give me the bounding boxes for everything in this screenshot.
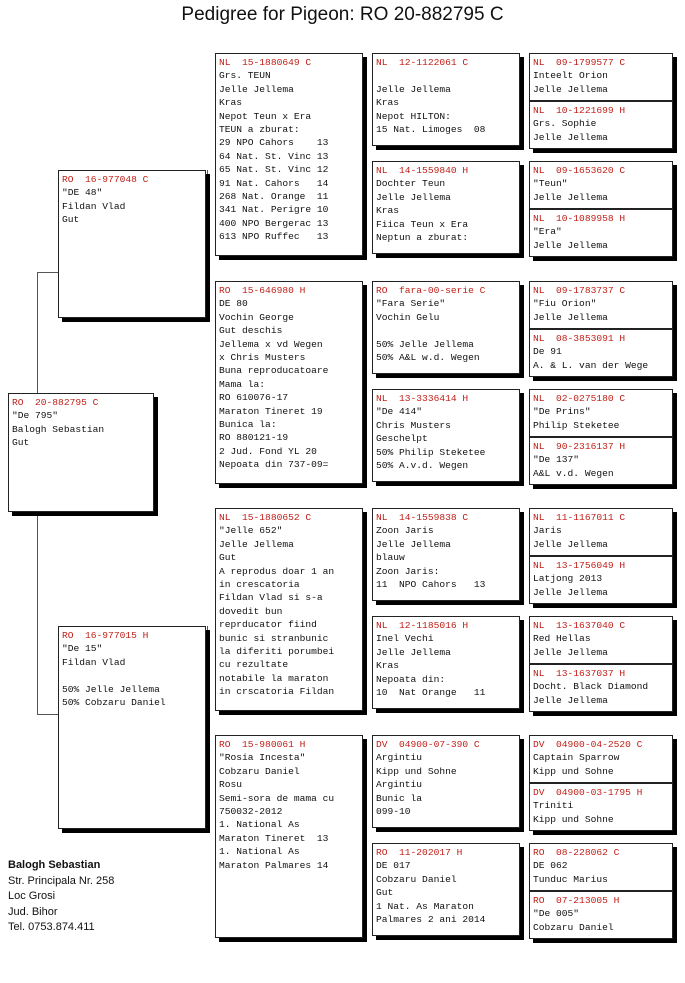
card-line: 1. National As bbox=[219, 819, 300, 831]
card-line: "Rosia Incesta" bbox=[219, 752, 306, 764]
ring-number: NL 14-1559840 H bbox=[376, 165, 469, 176]
card-line: Jelle Jellema bbox=[533, 83, 608, 95]
card-line: Semi-sora de mama cu bbox=[219, 792, 335, 804]
card-line: De 91 bbox=[533, 346, 562, 358]
pedigree-card-gen5 bbox=[529, 389, 673, 437]
pedigree-card-dam-sire bbox=[215, 508, 363, 711]
pedigree-card-gen4 bbox=[372, 735, 520, 828]
connector-line bbox=[37, 512, 38, 714]
pedigree-card-gen5 bbox=[529, 209, 673, 257]
pedigree-card-subject bbox=[8, 393, 154, 512]
card-line: Buna reproducatoare bbox=[219, 365, 329, 377]
pedigree-card-gen4 bbox=[372, 616, 520, 709]
ring-number: DV 04900-04-2520 C bbox=[533, 739, 643, 750]
ring-number: DV 04900-03-1795 H bbox=[533, 787, 643, 798]
ring-number: RO 16-977048 C bbox=[62, 174, 149, 185]
card-line: Tunduc Marius bbox=[533, 873, 608, 885]
card-line: 15 Nat. Limoges 08 bbox=[376, 124, 486, 136]
ring-number: RO 08-228062 C bbox=[533, 847, 620, 858]
card-line: RO 880121-19 bbox=[219, 432, 289, 444]
card-line: Jaris bbox=[533, 525, 562, 537]
ring-number: NL 13-1637040 C bbox=[533, 620, 626, 631]
pedigree-card-sire-sire bbox=[215, 53, 363, 256]
ring-number: NL 15-1880649 C bbox=[219, 57, 312, 68]
ring-number: DV 04900-07-390 C bbox=[376, 739, 480, 750]
pedigree-card-gen5 bbox=[529, 891, 673, 939]
card-line: "De 414" bbox=[376, 406, 423, 418]
card-line: "De 795" bbox=[12, 410, 59, 422]
pedigree-card-gen4 bbox=[372, 281, 520, 374]
ring-number: NL 14-1559838 C bbox=[376, 512, 469, 523]
card-line: Cobzaru Daniel bbox=[533, 921, 614, 933]
pedigree-card-gen5 bbox=[529, 281, 673, 329]
ring-number: NL 12-1185016 H bbox=[376, 620, 469, 631]
pedigree-card-dam bbox=[58, 626, 206, 829]
card-line: A reprodus doar 1 an bbox=[219, 565, 335, 577]
owner-address-line: Loc Grosi bbox=[8, 890, 56, 902]
card-line: Kras bbox=[376, 660, 400, 672]
card-line bbox=[376, 324, 516, 337]
ring-number: NL 13-3336414 H bbox=[376, 393, 469, 404]
card-line: Jelle Jellema bbox=[533, 131, 608, 143]
ring-number: NL 12-1122061 C bbox=[376, 57, 469, 68]
connector-line bbox=[37, 272, 38, 393]
card-line: Jelle Jellema bbox=[533, 646, 608, 658]
card-line: Bunic la bbox=[376, 792, 423, 804]
card-line: 10 Nat Orange 11 bbox=[376, 687, 486, 699]
card-line: "Fara Serie" bbox=[376, 298, 446, 310]
pedigree-card-gen5 bbox=[529, 508, 673, 556]
pedigree-card-sire bbox=[58, 170, 206, 318]
card-line: 50% Cobzaru Daniel bbox=[62, 697, 166, 709]
pedigree-card-gen4 bbox=[372, 53, 520, 146]
card-line: "Era" bbox=[533, 226, 562, 238]
ring-number: RO 15-980061 H bbox=[219, 739, 306, 750]
card-line: notabile la maraton bbox=[219, 672, 329, 684]
card-line: Fiica Teun x Era bbox=[376, 218, 469, 230]
card-line: Zoon Jaris bbox=[376, 525, 434, 537]
pedigree-card-dam-dam bbox=[215, 735, 363, 938]
card-line: Argintiu bbox=[376, 752, 423, 764]
ring-number: NL 10-1089958 H bbox=[533, 213, 626, 224]
owner-address-line: Jud. Bihor bbox=[8, 905, 58, 918]
card-line: reprducator fiind bbox=[219, 619, 317, 631]
connector-line bbox=[37, 714, 58, 715]
card-line: "Teun" bbox=[533, 178, 568, 190]
card-line: 91 Nat. Cahors 14 bbox=[219, 177, 329, 189]
card-line: Jelle Jellema bbox=[533, 586, 608, 598]
card-line: Dochter Teun bbox=[376, 178, 446, 190]
card-line: Triniti bbox=[533, 800, 574, 812]
card-line: Argintiu bbox=[376, 779, 423, 791]
card-line: Maraton Tineret 19 bbox=[219, 405, 323, 417]
card-line: Captain Sparrow bbox=[533, 752, 620, 764]
owner-address-line: Str. Principala Nr. 258 bbox=[8, 874, 115, 887]
pedigree-card-gen4 bbox=[372, 389, 520, 482]
card-line: DE 80 bbox=[219, 298, 248, 310]
card-line: 64 Nat. St. Vinc 13 bbox=[219, 150, 329, 162]
card-line: Fildan Vlad bbox=[62, 656, 126, 668]
card-line: x Chris Musters bbox=[219, 352, 306, 364]
connector-line bbox=[207, 626, 208, 736]
card-line: Latjong 2013 bbox=[533, 573, 603, 585]
card-line: cu rezultate bbox=[219, 659, 289, 671]
ring-number: NL 13-1637037 H bbox=[533, 668, 626, 679]
ring-number: NL 09-1783737 C bbox=[533, 285, 626, 296]
card-line: 65 Nat. St. Vinc 12 bbox=[219, 164, 329, 176]
connector-line bbox=[37, 272, 58, 273]
card-line: 750032-2012 bbox=[219, 806, 283, 818]
card-line: 50% Jelle Jellema bbox=[62, 683, 160, 695]
card-line: "De 137" bbox=[533, 454, 580, 466]
ring-number: RO 07-213005 H bbox=[533, 895, 620, 906]
card-line: Gut bbox=[62, 214, 80, 226]
card-line bbox=[62, 669, 202, 682]
card-line: la diferiti porumbei bbox=[219, 646, 335, 658]
card-line: DE 062 bbox=[533, 860, 568, 872]
card-line: Kipp und Sohne bbox=[376, 765, 457, 777]
card-line: Kras bbox=[376, 205, 400, 217]
ring-number: RO 11-202017 H bbox=[376, 847, 463, 858]
card-line: Philip Steketee bbox=[533, 419, 620, 431]
pedigree-card-gen5 bbox=[529, 53, 673, 101]
card-line: Docht. Black Diamond bbox=[533, 681, 649, 693]
card-line: RO 610076-17 bbox=[219, 392, 289, 404]
pedigree-card-gen5 bbox=[529, 329, 673, 377]
card-line: Jelle Jellema bbox=[219, 83, 294, 95]
card-line: Red Hellas bbox=[533, 633, 591, 645]
card-line: 50% Jelle Jellema bbox=[376, 338, 474, 350]
ring-number: NL 10-1221699 H bbox=[533, 105, 626, 116]
card-line: Mama la: bbox=[219, 378, 266, 390]
card-line: Nepoata din: bbox=[376, 673, 446, 685]
card-line: Inteelt Orion bbox=[533, 70, 608, 82]
card-line: Jelle Jellema bbox=[376, 538, 451, 550]
card-line: Jelle Jellema bbox=[533, 538, 608, 550]
card-line: 11 NPO Cahors 13 bbox=[376, 579, 486, 591]
card-line: Nepoata din 737-09= bbox=[219, 459, 329, 471]
pedigree-card-gen5 bbox=[529, 101, 673, 149]
ring-number: NL 13-1756049 H bbox=[533, 560, 626, 571]
ring-number: NL 15-1880652 C bbox=[219, 512, 312, 523]
ring-number: NL 08-3853091 H bbox=[533, 333, 626, 344]
pedigree-card-gen4 bbox=[372, 508, 520, 601]
card-line: Jelle Jellema bbox=[376, 83, 451, 95]
card-line: Nepot HILTON: bbox=[376, 110, 451, 122]
card-line: bunic si stranbunic bbox=[219, 632, 329, 644]
card-line: A&L v.d. Wegen bbox=[533, 467, 614, 479]
ring-number: NL 09-1653620 C bbox=[533, 165, 626, 176]
ring-number: RO 20-882795 C bbox=[12, 397, 99, 408]
card-line: 2 Jud. Fond YL 20 bbox=[219, 445, 317, 457]
card-line: Fildan Vlad si s-a bbox=[219, 592, 323, 604]
card-line: 1. National As bbox=[219, 846, 300, 858]
ring-number: RO 15-646980 H bbox=[219, 285, 306, 296]
card-line: Palmares 2 ani 2014 bbox=[376, 914, 486, 926]
card-line: Zoon Jaris: bbox=[376, 565, 440, 577]
card-line: Jellema x vd Wegen bbox=[219, 338, 323, 350]
card-line: Neptun a zburat: bbox=[376, 232, 469, 244]
pedigree-card-gen5 bbox=[529, 556, 673, 604]
card-line: "Fiu Orion" bbox=[533, 298, 597, 310]
card-line: "De 005" bbox=[533, 908, 580, 920]
pedigree-card-sire-dam bbox=[215, 281, 363, 484]
card-line: Chris Musters bbox=[376, 419, 451, 431]
ring-number: RO 16-977015 H bbox=[62, 630, 149, 641]
card-line: "De 15" bbox=[62, 643, 103, 655]
card-line: blauw bbox=[376, 552, 405, 564]
ring-number: NL 11-1167011 C bbox=[533, 512, 626, 523]
pedigree-card-gen5 bbox=[529, 735, 673, 783]
card-line: 341 Nat. Perigre 10 bbox=[219, 204, 329, 216]
card-line: Jelle Jellema bbox=[533, 694, 608, 706]
pedigree-card-gen5 bbox=[529, 664, 673, 712]
card-line: Grs. Sophie bbox=[533, 118, 597, 130]
card-line: in crescatoria bbox=[219, 579, 300, 591]
card-line: Jelle Jellema bbox=[376, 191, 451, 203]
card-line: Gut bbox=[219, 552, 237, 564]
page-title: Pedigree for Pigeon: RO 20-882795 C bbox=[181, 4, 504, 25]
card-line: Cobzaru Daniel bbox=[376, 873, 457, 885]
card-line bbox=[376, 69, 516, 82]
card-line: 50% A.v.d. Wegen bbox=[376, 460, 469, 472]
ring-number: RO fara-00-serie C bbox=[376, 285, 486, 296]
card-line: Geschelpt bbox=[376, 433, 428, 445]
card-line: Bunica la: bbox=[219, 419, 277, 431]
pedigree-card-gen5 bbox=[529, 437, 673, 485]
card-line: "Jelle 652" bbox=[219, 525, 283, 537]
card-line: Jelle Jellema bbox=[533, 311, 608, 323]
card-line: Gut bbox=[376, 887, 394, 899]
card-line: DE 017 bbox=[376, 860, 411, 872]
card-line: Gut deschis bbox=[219, 325, 283, 337]
card-line: TEUN a zburat: bbox=[219, 124, 300, 136]
card-line: Maraton Tineret 13 bbox=[219, 832, 329, 844]
card-line: 1 Nat. As Maraton bbox=[376, 900, 474, 912]
card-line: 613 NPO Ruffec 13 bbox=[219, 231, 329, 243]
card-line: Fildan Vlad bbox=[62, 200, 126, 212]
card-line: Nepot Teun x Era bbox=[219, 110, 312, 122]
pedigree-card-gen5 bbox=[529, 161, 673, 209]
ring-number: NL 09-1799577 C bbox=[533, 57, 626, 68]
card-line: 29 NPO Cahors 13 bbox=[219, 137, 329, 149]
card-line: 400 NPO Bergerac 13 bbox=[219, 217, 329, 229]
card-line: A. & L. van der Wege bbox=[533, 359, 649, 371]
card-line: Kras bbox=[219, 97, 243, 109]
ring-number: NL 90-2316137 H bbox=[533, 441, 626, 452]
card-line: Kipp und Sohne bbox=[533, 765, 614, 777]
card-line: Gut bbox=[12, 437, 30, 449]
pedigree-card-gen4 bbox=[372, 843, 520, 936]
owner-phone: Tel. 0753.874.411 bbox=[8, 921, 95, 933]
card-line: Vochin George bbox=[219, 311, 294, 323]
pedigree-card-gen5 bbox=[529, 843, 673, 891]
card-line: 50% A&L w.d. Wegen bbox=[376, 352, 480, 364]
card-line: 50% Philip Steketee bbox=[376, 446, 486, 458]
card-line: Balogh Sebastian bbox=[12, 423, 105, 435]
card-line: Jelle Jellema bbox=[533, 191, 608, 203]
card-line: 099-10 bbox=[376, 806, 411, 818]
card-line: Jelle Jellema bbox=[376, 646, 451, 658]
owner-name: Balogh Sebastian bbox=[8, 859, 101, 871]
card-line: Cobzaru Daniel bbox=[219, 765, 300, 777]
card-line: in crscatoria Fildan bbox=[219, 686, 335, 698]
card-line: Grs. TEUN bbox=[219, 70, 271, 82]
card-line: Kras bbox=[376, 97, 400, 109]
pedigree-card-gen5 bbox=[529, 616, 673, 664]
card-line: Vochin Gelu bbox=[376, 311, 440, 323]
pedigree-card-gen5 bbox=[529, 783, 673, 831]
card-line: "De Prins" bbox=[533, 406, 591, 418]
card-line: 268 Nat. Orange 11 bbox=[219, 191, 329, 203]
owner-contact bbox=[8, 858, 114, 936]
ring-number: NL 02-0275180 C bbox=[533, 393, 626, 404]
card-line: Maraton Palmares 14 bbox=[219, 859, 329, 871]
pedigree-card-gen4 bbox=[372, 161, 520, 254]
card-line: dovedit bun bbox=[219, 605, 283, 617]
card-line: Kipp und Sohne bbox=[533, 813, 614, 825]
connector-line bbox=[207, 170, 208, 282]
card-line: Inel Vechi bbox=[376, 633, 434, 645]
card-line: "DE 48" bbox=[62, 187, 103, 199]
card-line: Jelle Jellema bbox=[533, 239, 608, 251]
card-line: Rosu bbox=[219, 779, 243, 791]
card-line: Jelle Jellema bbox=[219, 538, 294, 550]
